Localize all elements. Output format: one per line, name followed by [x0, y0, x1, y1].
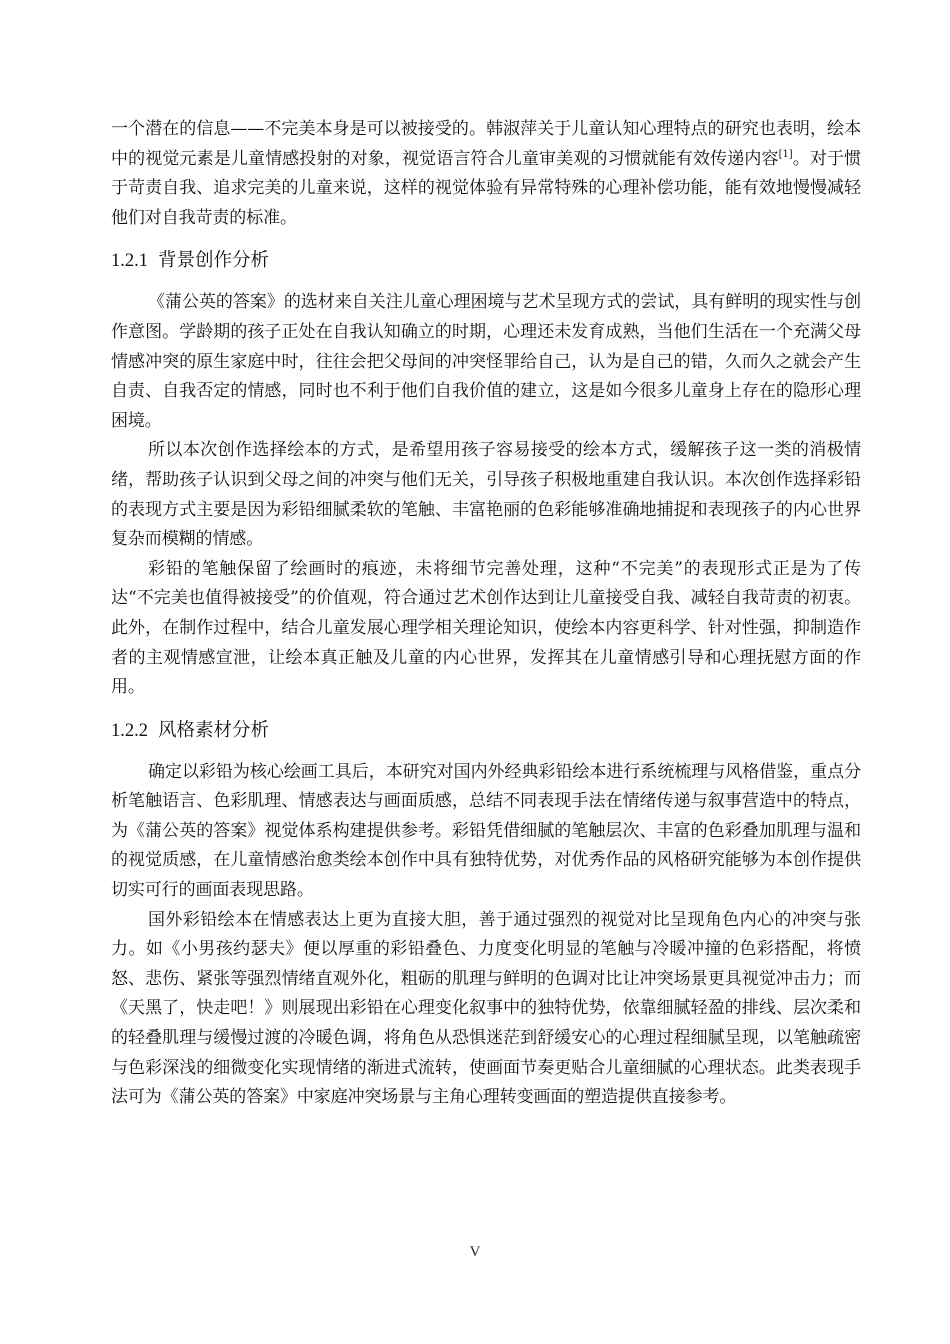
page-body [111, 115, 861, 1113]
paragraph-text: 。对于惯于苛责自我、追求完美的儿童来说，这样的视觉体验有异常特殊的心理补偿功能，能有效地慢慢减轻他们对自我苛责的标准。 [111, 148, 861, 228]
paragraph: 确定以彩铅为核心绘画工具后，本研究对国内外经典彩铅绘本进行系统梳理与风格借鉴，重点分析笔触语言、色彩肌理、情感表达与画面质感，总结不同表现手法在情绪传递与叙事营造中的特点，为《蒲公英的答案》视觉体系构建提供参考。彩铅凭借细腻的笔触层次、丰富的色彩叠加肌理与温和的视觉质感，在儿童情感治愈类绘本创作中具有独特优势，对优秀作品的风格研究能够为本创作提供切实可行的画面表现思路。 [111, 761, 861, 901]
section-heading-1-2-1 [111, 246, 861, 276]
paragraph-text: 一个潜在的信息——不完美本身是可以被接受的。韩淑萍关于儿童认知心理特点的研究也表明，绘本中的视觉元素是儿童情感投射的对象，视觉语言符合儿童审美观的习惯就能有效传递内容 [111, 119, 861, 169]
section-title: 背景创作分析 [158, 250, 270, 272]
paragraph: 国外彩铅绘本在情感表达上更为直接大胆，善于通过强烈的视觉对比呈现角色内心的冲突与张力。如《小男孩约瑟夫》便以厚重的彩铅叠色、力度变化明显的笔触与冷暖冲撞的色彩搭配，将愤怒、悲伤、紧张等强烈情绪直观外化，粗砺的肌理与鲜明的色调对比让冲突场景更具视觉冲击力；而《天黑了，快走吧！》则展现出彩铅在心理变化叙事中的独特优势，依靠细腻轻盈的排线、层次柔和的轻叠肌理与缓慢过渡的冷暖色调，将角色从恐惧迷茫到舒缓安心的心理过程细腻呈现，以笔触疏密与色彩深浅的细微变化实现情绪的渐进式流转，使画面节奏更贴合儿童细腻的心理状态。此类表现手法可为《蒲公英的答案》中家庭冲突场景与主角心理转变画面的塑造提供直接参考。 [111, 909, 861, 1108]
section-title: 风格素材分析 [158, 719, 270, 741]
paragraph: 所以本次创作选择绘本的方式，是希望用孩子容易接受的绘本方式，缓解孩子这一类的消极情绪，帮助孩子认识到父母之间的冲突与他们无关，引导孩子积极地重建自我认识。本次创作选择彩铅的表现方式主要是因为彩铅细腻柔软的笔触、丰富艳丽的色彩能够准确地捕捉和表现孩子的内心世界复杂而模糊的情感。 [111, 440, 861, 550]
paragraph: 彩铅的笔触保留了绘画时的痕迹，未将细节完善处理，这种“不完美”的表现形式正是为了传达“不完美也值得被接受”的价值观，符合通过艺术创作达到让儿童接受自我、减轻自我苛责的初衷。此外，在制作过程中，结合儿童发展心理学相关理论知识，使绘本内容更科学、针对性强，抑制造作者的主观情感宣泄，让绘本真正触及儿童的内心世界，发挥其在儿童情感引导和心理抚慰方面的作用。 [111, 558, 861, 698]
section-number: 1.2.1 [111, 251, 148, 272]
page-number: V [469, 1244, 481, 1260]
paragraph-continued [111, 115, 861, 233]
citation-ref[interactable]: [1] [778, 148, 793, 160]
section-heading-1-2-2 [111, 716, 861, 746]
section-number: 1.2.2 [111, 720, 148, 741]
paragraph: 《蒲公英的答案》的选材来自关注儿童心理困境与艺术呈现方式的尝试，具有鲜明的现实性与创作意图。学龄期的孩子正处在自我认知确立的时期，心理还未发育成熟，当他们生活在一个充满父母情感冲突的原生家庭中时，往往会把父母间的冲突怪罪给自己，认为是自己的错，久而久之就会产生自责、自我否定的情感，同时也不利于他们自我价值的建立，这是如今很多儿童身上存在的隐形心理困境。 [111, 292, 861, 431]
